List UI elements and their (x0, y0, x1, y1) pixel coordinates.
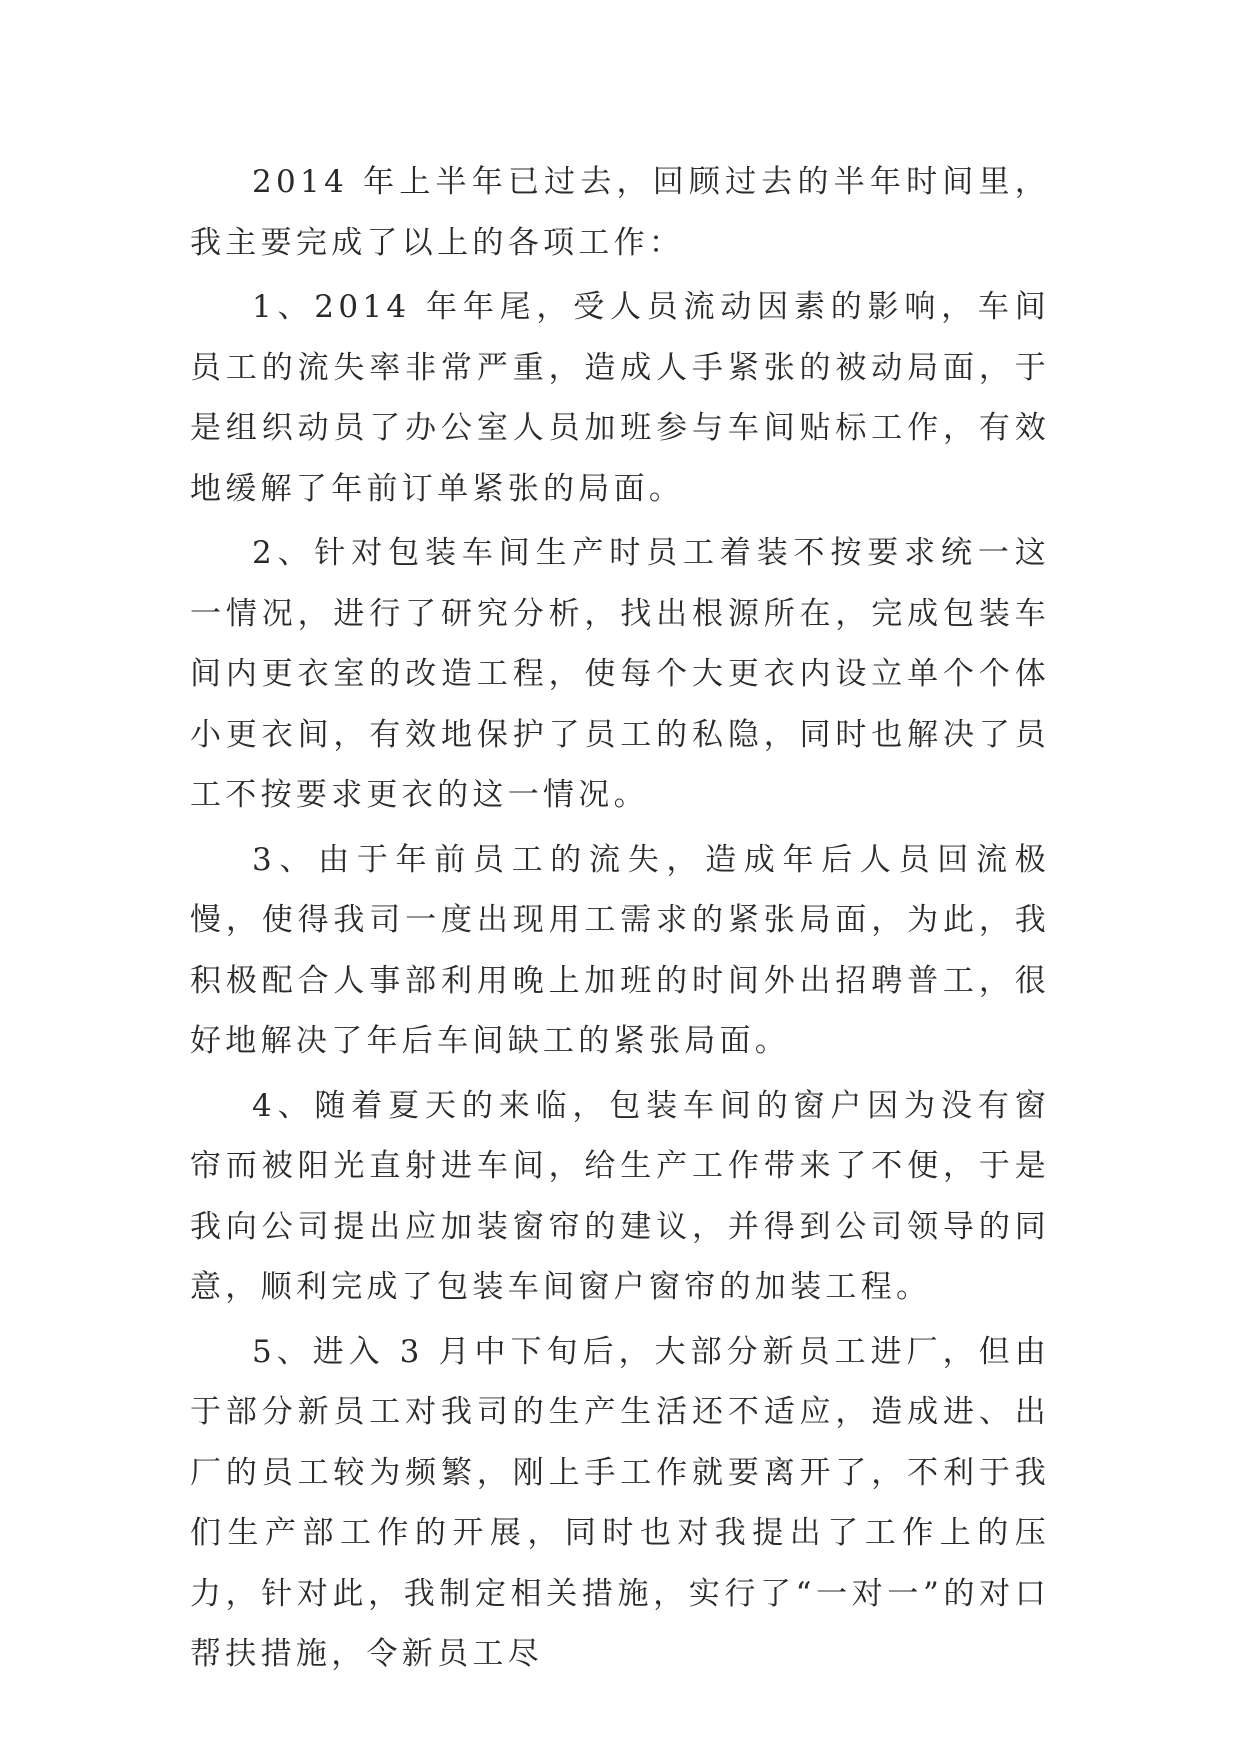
document-body (190, 152, 1050, 1689)
paragraph-intro: 2014 年上半年已过去，回顾过去的半年时间里，我主要完成了以上的各项工作： (190, 164, 1050, 261)
paragraph-item-5: 5、进入 3 月中下旬后，大部分新员工进厂，但由于部分新员工对我司的生产生活还不适应，造成进、出厂的员工较为频繁，刚上手工作就要离开了，不利于我们生产部工作的开展，同时也对我提出了工作上的压力，针对此，我制定相关措施，实行了“一对一”的对口帮扶措施，令新员工尽 (190, 1333, 1050, 1672)
paragraph-item-2: 2、针对包装车间生产时员工着装不按要求统一这一情况，进行了研究分析，找出根源所在，完成包装车间内更衣室的改造工程，使每个大更衣内设立单个个体小更衣间，有效地保护了员工的私隐，同时也解决了员工不按要求更衣的这一情况。 (190, 535, 1050, 813)
paragraph-item-4: 4、随着夏天的来临，包装车间的窗户因为没有窗帘而被阳光直射进车间，给生产工作带来了不便，于是我向公司提出应加装窗帘的建议，并得到公司领导的同意，顺利完成了包装车间窗户窗帘的加装工程。 (190, 1087, 1050, 1305)
paragraph-item-1: 1、2014 年年尾，受人员流动因素的影响，车间员工的流失率非常严重，造成人手紧张的被动局面，于是组织动员了办公室人员加班参与车间贴标工作，有效地缓解了年前订单紧张的局面。 (190, 289, 1050, 507)
paragraph-item-3: 3、由于年前员工的流失，造成年后人员回流极慢，使得我司一度出现用工需求的紧张局面，为此，我积极配合人事部利用晚上加班的时间外出招聘普工，很好地解决了年后车间缺工的紧张局面。 (190, 841, 1050, 1059)
